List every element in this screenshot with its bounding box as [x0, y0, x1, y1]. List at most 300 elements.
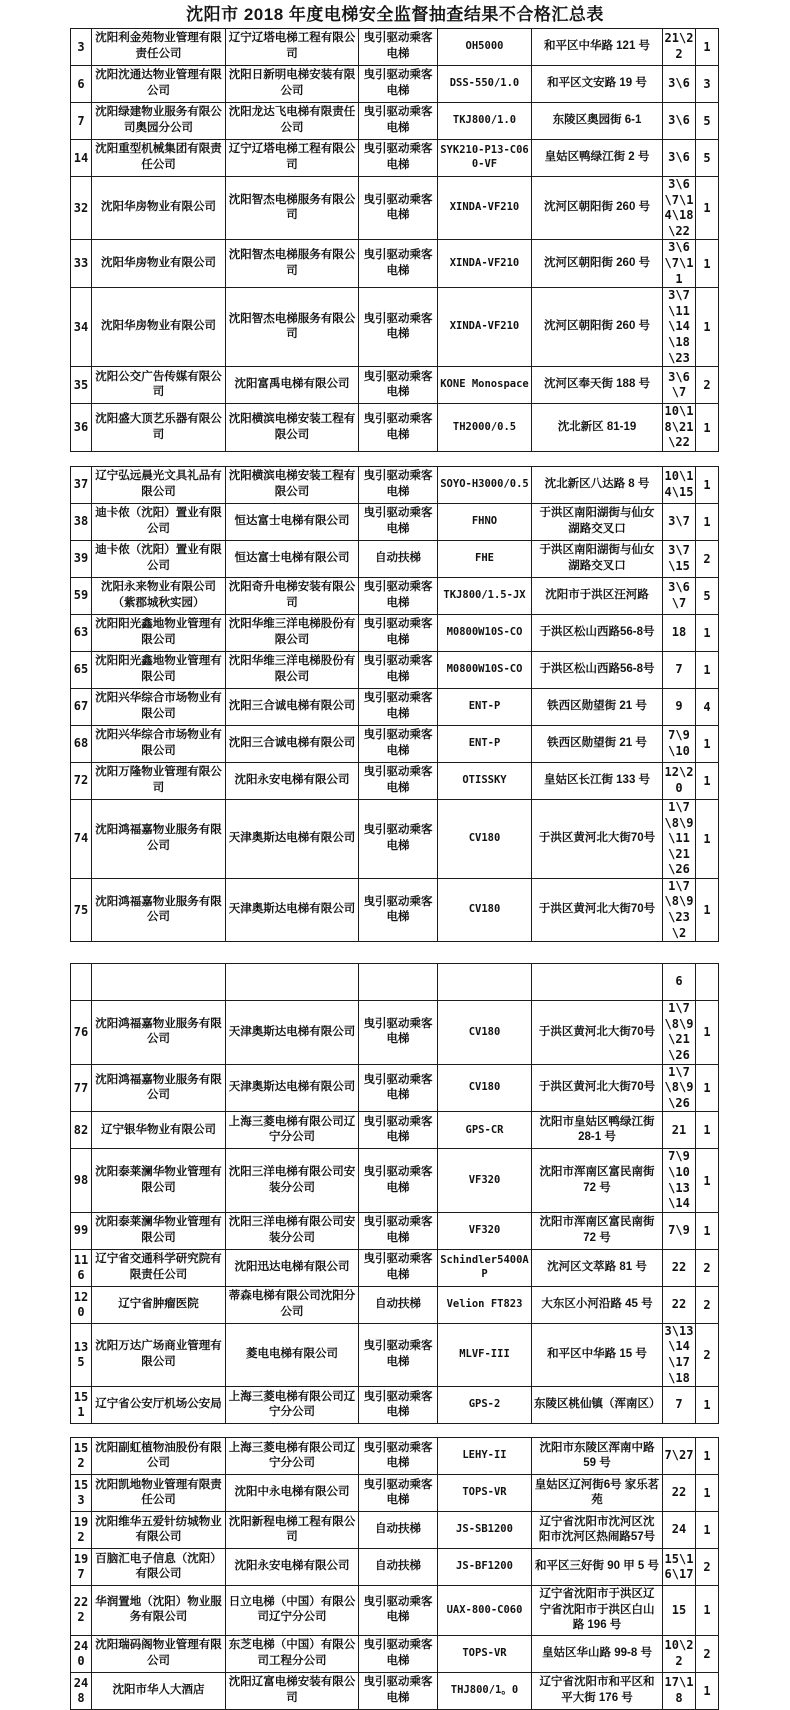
cell-count: 2 [696, 1323, 719, 1386]
cell-use-unit: 迪卡侬（沈阳）置业有限公司 [92, 503, 226, 540]
cell-address: 和平区三好街 90 甲 5 号 [532, 1549, 663, 1586]
cell-defect-items: 1\7\8\9\21\26 [663, 1001, 696, 1064]
table-row [71, 1001, 719, 1064]
table-row [71, 466, 719, 503]
cell-count: 1 [696, 762, 719, 799]
table-row [71, 367, 719, 404]
cell-equipment-type: 曳引驱动乘客电梯 [359, 1212, 438, 1249]
cell-seq-no: 67 [71, 688, 92, 725]
cell-seq-no: 59 [71, 577, 92, 614]
cell-model: TOPS-VR [438, 1475, 532, 1512]
cell-model: CV180 [438, 1001, 532, 1064]
cell-maintenance-unit: 沈阳智杰电梯服务有限公司 [226, 288, 359, 367]
cell-use-unit: 沈阳永来物业有限公司（紫郡城秋实园） [92, 577, 226, 614]
table-row [71, 1286, 719, 1323]
cell-defect-items: 7\27 [663, 1438, 696, 1475]
cell-model: OTISSKY [438, 762, 532, 799]
cell-use-unit: 沈阳鸿福嘉物业服务有限公司 [92, 1064, 226, 1112]
cell-seq-no: 36 [71, 404, 92, 452]
cell-defect-items: 3\6 [663, 66, 696, 103]
cell-count: 2 [696, 1635, 719, 1672]
section-2-body [71, 466, 719, 941]
cell-use-unit: 沈阳盛大顶艺乐器有限公司 [92, 404, 226, 452]
cell-seq-no: 7 [71, 103, 92, 140]
cell-use-unit [92, 964, 226, 1001]
cell-equipment-type: 曳引驱动乘客电梯 [359, 29, 438, 66]
cell-defect-items: 3\6\7 [663, 367, 696, 404]
table-row [71, 1512, 719, 1549]
cell-count: 1 [696, 1149, 719, 1212]
cell-model: VF320 [438, 1212, 532, 1249]
section-3-body [71, 964, 719, 1424]
cell-maintenance-unit: 沈阳三洋电梯有限公司安装分公司 [226, 1149, 359, 1212]
cell-maintenance-unit: 沈阳三合诚电梯有限公司 [226, 725, 359, 762]
cell-maintenance-unit: 天津奥斯达电梯有限公司 [226, 1064, 359, 1112]
cell-use-unit: 沈阳鸿福嘉物业服务有限公司 [92, 878, 226, 941]
cell-model: SOYO-H3000/0.5 [438, 466, 532, 503]
cell-equipment-type: 曳引驱动乘客电梯 [359, 240, 438, 288]
cell-defect-items: 1\7\8\9\23\2 [663, 878, 696, 941]
cell-seq-no: 151 [71, 1387, 92, 1424]
cell-maintenance-unit: 辽宁辽塔电梯工程有限公司 [226, 140, 359, 177]
cell-defect-items: 7\9\10 [663, 725, 696, 762]
cell-seq-no: 192 [71, 1512, 92, 1549]
cell-use-unit: 沈阳绿建物业服务有限公司奥园分公司 [92, 103, 226, 140]
cell-seq-no: 153 [71, 1475, 92, 1512]
table-row [71, 1635, 719, 1672]
cell-count: 5 [696, 103, 719, 140]
cell-seq-no: 240 [71, 1635, 92, 1672]
table-row [71, 1549, 719, 1586]
cell-seq-no: 152 [71, 1438, 92, 1475]
cell-equipment-type: 曳引驱动乘客电梯 [359, 1249, 438, 1286]
cell-equipment-type: 曳引驱动乘客电梯 [359, 1635, 438, 1672]
cell-equipment-type: 曳引驱动乘客电梯 [359, 66, 438, 103]
cell-address: 皇姑区长江街 133 号 [532, 762, 663, 799]
cell-maintenance-unit: 沈阳奇升电梯安装有限公司 [226, 577, 359, 614]
cell-count: 1 [696, 1512, 719, 1549]
cell-seq-no: 197 [71, 1549, 92, 1586]
cell-model: THJ800/1。0 [438, 1672, 532, 1709]
cell-maintenance-unit: 沈阳龙达飞电梯有限责任公司 [226, 103, 359, 140]
cell-model: TH2000/0.5 [438, 404, 532, 452]
cell-equipment-type: 曳引驱动乘客电梯 [359, 404, 438, 452]
cell-maintenance-unit: 天津奥斯达电梯有限公司 [226, 799, 359, 878]
table-row [71, 240, 719, 288]
cell-maintenance-unit [226, 964, 359, 1001]
cell-use-unit: 百脑汇电子信息（沈阳）有限公司 [92, 1549, 226, 1586]
cell-equipment-type: 曳引驱动乘客电梯 [359, 1323, 438, 1386]
cell-equipment-type: 曳引驱动乘客电梯 [359, 614, 438, 651]
cell-seq-no: 74 [71, 799, 92, 878]
table-row [71, 1438, 719, 1475]
section-4-body [71, 1438, 719, 1710]
table-row [71, 577, 719, 614]
cell-equipment-type: 自动扶梯 [359, 1512, 438, 1549]
cell-count: 1 [696, 288, 719, 367]
cell-model: TKJ800/1.5-JX [438, 577, 532, 614]
cell-model: LEHY-II [438, 1438, 532, 1475]
cell-address: 沈阳市于洪区汪河路 [532, 577, 663, 614]
cell-seq-no: 76 [71, 1001, 92, 1064]
cell-address: 沈河区奉天街 188 号 [532, 367, 663, 404]
cell-count: 2 [696, 540, 719, 577]
cell-count: 1 [696, 651, 719, 688]
cell-use-unit: 沈阳万达广场商业管理有限公司 [92, 1323, 226, 1386]
table-row [71, 1387, 719, 1424]
cell-maintenance-unit: 上海三菱电梯有限公司辽宁分公司 [226, 1112, 359, 1149]
cell-address: 于洪区松山西路56-8号 [532, 614, 663, 651]
cell-equipment-type: 曳引驱动乘客电梯 [359, 1149, 438, 1212]
cell-model: DSS-550/1.0 [438, 66, 532, 103]
table-row [71, 799, 719, 878]
cell-defect-items: 7 [663, 651, 696, 688]
cell-defect-items: 24 [663, 1512, 696, 1549]
cell-maintenance-unit: 菱电电梯有限公司 [226, 1323, 359, 1386]
table-row [71, 1672, 719, 1709]
cell-seq-no: 65 [71, 651, 92, 688]
cell-address: 于洪区南阳湖街与仙女湖路交叉口 [532, 540, 663, 577]
cell-model: MLVF-III [438, 1323, 532, 1386]
cell-model: UAX-800-C060 [438, 1586, 532, 1636]
section-gap [0, 942, 790, 963]
page-title: 沈阳市 2018 年度电梯安全监督抽查结果不合格汇总表 [186, 5, 604, 24]
cell-address: 于洪区黄河北大街70号 [532, 1064, 663, 1112]
cell-defect-items: 3\6\7 [663, 577, 696, 614]
cell-defect-items: 15\16\17 [663, 1549, 696, 1586]
table-row [71, 1323, 719, 1386]
cell-equipment-type: 曳引驱动乘客电梯 [359, 1001, 438, 1064]
cell-defect-items: 3\7\15 [663, 540, 696, 577]
cell-count: 5 [696, 577, 719, 614]
cell-maintenance-unit: 沈阳辽富电梯安装有限公司 [226, 1672, 359, 1709]
cell-address: 于洪区南阳湖街与仙女湖路交叉口 [532, 503, 663, 540]
cell-count: 1 [696, 1475, 719, 1512]
cell-use-unit: 辽宁银华物业有限公司 [92, 1112, 226, 1149]
table-row [71, 762, 719, 799]
table-row [71, 878, 719, 941]
cell-seq-no: 33 [71, 240, 92, 288]
cell-use-unit: 辽宁省交通科学研究院有限责任公司 [92, 1249, 226, 1286]
cell-address: 沈河区朝阳街 260 号 [532, 177, 663, 240]
cell-count: 1 [696, 725, 719, 762]
table-row [71, 66, 719, 103]
cell-defect-items: 3\6\7\14\18\22 [663, 177, 696, 240]
cell-address: 皇姑区鸭绿江街 2 号 [532, 140, 663, 177]
cell-address: 于洪区松山西路56-8号 [532, 651, 663, 688]
cell-count: 5 [696, 140, 719, 177]
cell-count: 4 [696, 688, 719, 725]
cell-seq-no: 116 [71, 1249, 92, 1286]
cell-equipment-type: 曳引驱动乘客电梯 [359, 140, 438, 177]
results-table-section-2 [70, 466, 719, 942]
table-row [71, 1212, 719, 1249]
cell-model: CV180 [438, 799, 532, 878]
cell-equipment-type: 曳引驱动乘客电梯 [359, 651, 438, 688]
cell-defect-items: 7\9 [663, 1212, 696, 1249]
cell-count: 2 [696, 1249, 719, 1286]
cell-address: 沈北新区 81-19 [532, 404, 663, 452]
cell-address: 沈阳市东陵区浑南中路 59 号 [532, 1438, 663, 1475]
results-table-section-4 [70, 1437, 719, 1710]
cell-use-unit: 沈阳市华人大酒店 [92, 1672, 226, 1709]
cell-count [696, 964, 719, 1001]
cell-use-unit: 沈阳利金苑物业管理有限责任公司 [92, 29, 226, 66]
cell-use-unit: 沈阳兴华综合市场物业有限公司 [92, 725, 226, 762]
cell-model [438, 964, 532, 1001]
cell-seq-no: 68 [71, 725, 92, 762]
results-table-section-1 [70, 28, 719, 452]
cell-defect-items: 22 [663, 1286, 696, 1323]
cell-defect-items: 1\7\8\9\11\21\26 [663, 799, 696, 878]
table-row [71, 1586, 719, 1636]
cell-defect-items: 1\7\8\9\26 [663, 1064, 696, 1112]
cell-use-unit: 沈阳阳光鑫地物业管理有限公司 [92, 614, 226, 651]
cell-maintenance-unit: 恒达富士电梯有限公司 [226, 540, 359, 577]
section-1-body [71, 29, 719, 452]
cell-defect-items: 12\20 [663, 762, 696, 799]
cell-count: 1 [696, 240, 719, 288]
cell-seq-no: 32 [71, 177, 92, 240]
cell-defect-items: 3\7\11\14\18\23 [663, 288, 696, 367]
cell-seq-no: 77 [71, 1064, 92, 1112]
cell-model: JS-BF1200 [438, 1549, 532, 1586]
cell-seq-no: 222 [71, 1586, 92, 1636]
cell-use-unit: 沈阳重型机械集团有限责任公司 [92, 140, 226, 177]
cell-defect-items: 3\6 [663, 140, 696, 177]
cell-address: 和平区文安路 19 号 [532, 66, 663, 103]
cell-address: 沈河区朝阳街 260 号 [532, 240, 663, 288]
cell-model: GPS-2 [438, 1387, 532, 1424]
cell-equipment-type: 曳引驱动乘客电梯 [359, 367, 438, 404]
cell-maintenance-unit: 沈阳迅达电梯有限公司 [226, 1249, 359, 1286]
cell-maintenance-unit: 蒂森电梯有限公司沈阳分公司 [226, 1286, 359, 1323]
cell-seq-no: 63 [71, 614, 92, 651]
table-row [71, 614, 719, 651]
cell-address: 和平区中华路 15 号 [532, 1323, 663, 1386]
cell-maintenance-unit: 沈阳三合诚电梯有限公司 [226, 688, 359, 725]
cell-maintenance-unit: 天津奥斯达电梯有限公司 [226, 1001, 359, 1064]
cell-defect-items: 3\6\7\11 [663, 240, 696, 288]
table-row [71, 1249, 719, 1286]
cell-model: CV180 [438, 1064, 532, 1112]
cell-use-unit: 沈阳鸿福嘉物业服务有限公司 [92, 1001, 226, 1064]
table-row [71, 725, 719, 762]
section-gap [0, 1424, 790, 1437]
cell-equipment-type: 曳引驱动乘客电梯 [359, 177, 438, 240]
cell-model: VF320 [438, 1149, 532, 1212]
table-row [71, 1149, 719, 1212]
cell-seq-no: 14 [71, 140, 92, 177]
cell-maintenance-unit: 沈阳日新明电梯安装有限公司 [226, 66, 359, 103]
cell-equipment-type: 曳引驱动乘客电梯 [359, 1438, 438, 1475]
table-row [71, 288, 719, 367]
cell-maintenance-unit: 沈阳新程电梯工程有限公司 [226, 1512, 359, 1549]
cell-maintenance-unit: 沈阳富禹电梯有限公司 [226, 367, 359, 404]
cell-defect-items: 10\14\15 [663, 466, 696, 503]
cell-maintenance-unit: 沈阳永安电梯有限公司 [226, 1549, 359, 1586]
cell-maintenance-unit: 上海三菱电梯有限公司辽宁分公司 [226, 1438, 359, 1475]
cell-equipment-type: 曳引驱动乘客电梯 [359, 103, 438, 140]
cell-address: 铁西区勋望街 21 号 [532, 725, 663, 762]
cell-count: 1 [696, 1001, 719, 1064]
cell-model: OH5000 [438, 29, 532, 66]
cell-defect-items: 3\7 [663, 503, 696, 540]
cell-use-unit: 沈阳兴华综合市场物业有限公司 [92, 688, 226, 725]
cell-seq-no: 3 [71, 29, 92, 66]
cell-model: ENT-P [438, 725, 532, 762]
cell-count: 1 [696, 466, 719, 503]
cell-address: 于洪区黄河北大街70号 [532, 799, 663, 878]
cell-maintenance-unit: 沈阳横滨电梯安装工程有限公司 [226, 404, 359, 452]
cell-address: 和平区中华路 121 号 [532, 29, 663, 66]
cell-maintenance-unit: 上海三菱电梯有限公司辽宁分公司 [226, 1387, 359, 1424]
cell-defect-items: 3\13\14\17\18 [663, 1323, 696, 1386]
cell-address: 沈阳市浑南区富民南街 72 号 [532, 1212, 663, 1249]
cell-count: 1 [696, 177, 719, 240]
cell-use-unit: 沈阳华房物业有限公司 [92, 177, 226, 240]
cell-model: Velion FT823 [438, 1286, 532, 1323]
cell-use-unit: 辽宁省公安厅机场公安局 [92, 1387, 226, 1424]
cell-count: 1 [696, 404, 719, 452]
cell-count: 1 [696, 503, 719, 540]
section-gap [0, 452, 790, 466]
cell-use-unit: 沈阳鸿福嘉物业服务有限公司 [92, 799, 226, 878]
cell-equipment-type: 自动扶梯 [359, 1286, 438, 1323]
cell-maintenance-unit: 沈阳中永电梯有限公司 [226, 1475, 359, 1512]
cell-model: Schindler5400AP [438, 1249, 532, 1286]
cell-model: TKJ800/1.0 [438, 103, 532, 140]
cell-seq-no: 248 [71, 1672, 92, 1709]
cell-count: 1 [696, 1212, 719, 1249]
cell-defect-items: 3\6 [663, 103, 696, 140]
cell-count: 1 [696, 1586, 719, 1636]
table-row [71, 688, 719, 725]
cell-seq-no: 34 [71, 288, 92, 367]
cell-seq-no: 98 [71, 1149, 92, 1212]
cell-count: 1 [696, 614, 719, 651]
cell-maintenance-unit: 沈阳智杰电梯服务有限公司 [226, 240, 359, 288]
cell-seq-no: 135 [71, 1323, 92, 1386]
cell-maintenance-unit: 辽宁辽塔电梯工程有限公司 [226, 29, 359, 66]
cell-equipment-type: 曳引驱动乘客电梯 [359, 288, 438, 367]
table-row [71, 29, 719, 66]
cell-seq-no: 82 [71, 1112, 92, 1149]
cell-defect-items: 18 [663, 614, 696, 651]
cell-defect-items: 21 [663, 1112, 696, 1149]
cell-use-unit: 沈阳华房物业有限公司 [92, 240, 226, 288]
cell-model: FHE [438, 540, 532, 577]
cell-address: 铁西区勋望街 21 号 [532, 688, 663, 725]
cell-model: M0800W10S-CO [438, 614, 532, 651]
cell-address: 皇姑区华山路 99-8 号 [532, 1635, 663, 1672]
cell-seq-no: 6 [71, 66, 92, 103]
cell-address: 于洪区黄河北大街70号 [532, 878, 663, 941]
cell-address: 辽宁省沈阳市沈河区沈阳市沈河区热闹路57号 [532, 1512, 663, 1549]
cell-address: 沈阳市皇姑区鸭绿江街 28-1 号 [532, 1112, 663, 1149]
table-row [71, 177, 719, 240]
cell-equipment-type: 曳引驱动乘客电梯 [359, 725, 438, 762]
cell-defect-items: 10\18\21\22 [663, 404, 696, 452]
cell-count: 2 [696, 1549, 719, 1586]
table-row [71, 1475, 719, 1512]
cell-equipment-type: 自动扶梯 [359, 540, 438, 577]
cell-count: 1 [696, 1438, 719, 1475]
cell-equipment-type: 曳引驱动乘客电梯 [359, 1475, 438, 1512]
cell-count: 1 [696, 1387, 719, 1424]
cell-seq-no: 35 [71, 367, 92, 404]
cell-seq-no: 72 [71, 762, 92, 799]
cell-use-unit: 沈阳华房物业有限公司 [92, 288, 226, 367]
cell-count: 3 [696, 66, 719, 103]
cell-equipment-type: 曳引驱动乘客电梯 [359, 878, 438, 941]
cell-defect-items: 7 [663, 1387, 696, 1424]
cell-address: 辽宁省沈阳市和平区和平大街 176 号 [532, 1672, 663, 1709]
cell-defect-items: 10\22 [663, 1635, 696, 1672]
cell-seq-no [71, 964, 92, 1001]
cell-equipment-type: 曳引驱动乘客电梯 [359, 503, 438, 540]
cell-address: 沈阳市浑南区富民南街 72 号 [532, 1149, 663, 1212]
cell-count: 1 [696, 29, 719, 66]
cell-address: 沈北新区八达路 8 号 [532, 466, 663, 503]
cell-count: 1 [696, 799, 719, 878]
cell-maintenance-unit: 东芝电梯（中国）有限公司工程分公司 [226, 1635, 359, 1672]
cell-use-unit: 沈阳泰莱澜华物业管理有限公司 [92, 1149, 226, 1212]
cell-equipment-type: 曳引驱动乘客电梯 [359, 688, 438, 725]
cell-equipment-type: 曳引驱动乘客电梯 [359, 1112, 438, 1149]
cell-address: 沈河区朝阳街 260 号 [532, 288, 663, 367]
cell-count: 2 [696, 1286, 719, 1323]
cell-seq-no: 75 [71, 878, 92, 941]
cell-address: 东陵区桃仙镇（浑南区） [532, 1387, 663, 1424]
cell-maintenance-unit: 日立电梯（中国）有限公司辽宁分公司 [226, 1586, 359, 1636]
cell-count: 2 [696, 367, 719, 404]
cell-use-unit: 华润置地（沈阳）物业服务有限公司 [92, 1586, 226, 1636]
cell-use-unit: 沈阳万隆物业管理有限公司 [92, 762, 226, 799]
cell-equipment-type: 曳引驱动乘客电梯 [359, 1672, 438, 1709]
table-row [71, 1064, 719, 1112]
cell-use-unit: 辽宁省肿瘤医院 [92, 1286, 226, 1323]
cell-model: CV180 [438, 878, 532, 941]
results-table-section-3 [70, 963, 719, 1424]
cell-defect-items: 6 [663, 964, 696, 1001]
cell-use-unit: 沈阳公交广告传媒有限公司 [92, 367, 226, 404]
cell-model: KONE Monospace [438, 367, 532, 404]
cell-maintenance-unit: 天津奥斯达电梯有限公司 [226, 878, 359, 941]
cell-count: 1 [696, 1672, 719, 1709]
cell-address: 辽宁省沈阳市于洪区辽宁省沈阳市于洪区白山路 196 号 [532, 1586, 663, 1636]
table-row [71, 651, 719, 688]
cell-defect-items: 22 [663, 1249, 696, 1286]
cell-model: XINDA-VF210 [438, 177, 532, 240]
cell-defect-items: 9 [663, 688, 696, 725]
cell-address: 沈河区文萃路 81 号 [532, 1249, 663, 1286]
cell-maintenance-unit: 沈阳横滨电梯安装工程有限公司 [226, 466, 359, 503]
cell-equipment-type: 曳引驱动乘客电梯 [359, 1064, 438, 1112]
table-row [71, 1112, 719, 1149]
cell-address: 东陵区奥园街 6-1 [532, 103, 663, 140]
cell-maintenance-unit: 恒达富士电梯有限公司 [226, 503, 359, 540]
cell-use-unit: 沈阳凯地物业管理有限责任公司 [92, 1475, 226, 1512]
cell-seq-no: 38 [71, 503, 92, 540]
cell-model: JS-SB1200 [438, 1512, 532, 1549]
cell-model: GPS-CR [438, 1112, 532, 1149]
cell-address: 于洪区黄河北大街70号 [532, 1001, 663, 1064]
cell-equipment-type: 曳引驱动乘客电梯 [359, 799, 438, 878]
table-row [71, 503, 719, 540]
cell-use-unit: 迪卡侬（沈阳）置业有限公司 [92, 540, 226, 577]
cell-equipment-type: 曳引驱动乘客电梯 [359, 577, 438, 614]
